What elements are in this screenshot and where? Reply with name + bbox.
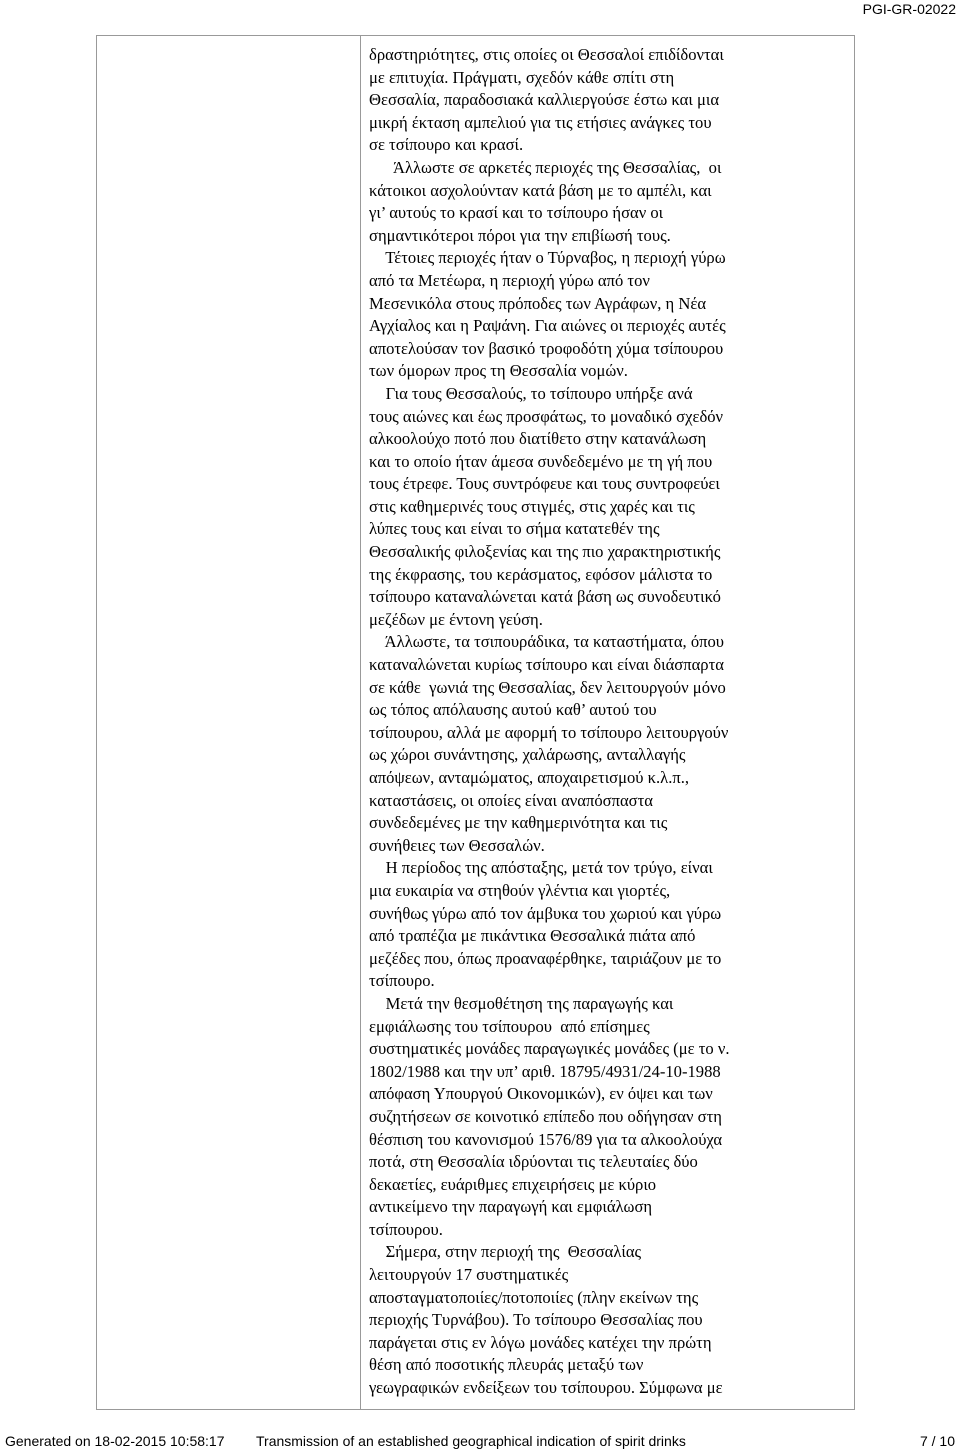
text-line: λύπες τους και είναι το σήμα κατατεθέν της xyxy=(369,519,660,539)
text-line: Η περίοδος της απόσταξης, μετά τον τρύγο, είναι xyxy=(369,858,713,878)
text-line: συστηματικές μονάδες παραγωγικές μονάδες (με το ν. xyxy=(369,1039,730,1059)
text-line: αντικείμενο την παραγωγή και εμφιάλωση xyxy=(369,1197,653,1217)
left-column xyxy=(97,36,361,1409)
text-line: παράγεται στις εν λόγω μονάδες κατέχει την πρώτη xyxy=(369,1332,712,1352)
text-line: μεζέδες που, όπως προαναφέρθηκε, ταιριάζουν με το xyxy=(369,948,722,968)
text-line: καταστάσεις, οι οποίες είναι αναπόσπαστα xyxy=(369,790,653,810)
text-line: σε τσίπουρο και κρασί. xyxy=(369,135,524,155)
text-line: των όμορων προς τη Θεσσαλία νομών. xyxy=(369,361,628,381)
text-line: σε κάθε γωνιά της Θεσσαλίας, δεν λειτουργούν μόνο xyxy=(369,677,726,697)
text-line: απόψεων, ανταμώματος, αποχαιρετισμού κ.λ.π., xyxy=(369,768,690,787)
text-line: κάτοικοι ασχολούνταν κατά βάση με το αμπέλι, και xyxy=(369,180,712,200)
text-line: σημαντικότεροι πόροι για την επιβίωσή τους. xyxy=(369,225,671,245)
text-line: τους έτρεφε. Τους συντρόφευε και τους συντροφεύει xyxy=(369,474,720,494)
text-line: Αγχίαλος και η Ραψάνη. Για αιώνες οι περιοχές αυτές xyxy=(369,316,726,336)
text-line: μικρή έκταση αμπελιού για τις ετήσιες ανάγκες του xyxy=(369,112,712,132)
text-line: συνδεδεμένες με την καθημερινότητα και τις xyxy=(369,813,668,833)
text-line: τους αιώνες και έως προσφάτως, το μοναδικό σχεδόν xyxy=(369,406,724,426)
generated-timestamp: Generated on 18-02-2015 10:58:17 xyxy=(5,1433,225,1449)
text-line: καταναλώνεται κυρίως τσίπουρο και είναι διάσπαρτα xyxy=(369,655,724,675)
text-line: εμφιάλωσης του τσίπουρου από επίσημες xyxy=(369,1016,650,1036)
page-number: 7 / 10 xyxy=(919,1433,955,1449)
text-line: απόφαση Υπουργού Οικονομικών), εν όψει και των xyxy=(369,1084,713,1104)
text-line: αποτελούσαν τον βασικό τροφοδότη χύμα τσίπουρου xyxy=(369,338,724,358)
text-line: τσίπουρου. xyxy=(369,1219,443,1239)
text-line: από τραπέζια με πικάντικα Θεσσαλικά πιάτα από xyxy=(369,926,696,946)
text-line: λειτουργούν 17 συστηματικές xyxy=(369,1265,569,1285)
text-line: Σήμερα, στην περιοχή της Θεσσαλίας xyxy=(369,1242,642,1262)
document-code: PGI-GR-02022 xyxy=(862,1,956,17)
text-line: ως τόπος απόλαυσης αυτού καθ’ αυτού του xyxy=(369,700,657,720)
text-line: ποτά, στη Θεσσαλία ιδρύονται τις τελευταίες δύο xyxy=(369,1152,698,1172)
text-line: Μεσενικόλα στους πρόποδες των Αγράφων, η Νέα xyxy=(369,293,707,313)
text-line: της έκφρασης, του κεράσματος, εφόσον μάλιστα το xyxy=(369,564,713,584)
text-line: Για τους Θεσσαλούς, το τσίπουρο υπήρξε ανά xyxy=(369,383,693,403)
text-line: θέσπιση του κανονισμού 1576/89 για τα αλκοολούχα xyxy=(369,1129,723,1149)
text-line: Θεσσαλία, παραδοσιακά καλλιεργούσε έστω και μια xyxy=(369,90,720,110)
text-line: δραστηριότητες, στις οποίες οι Θεσσαλοί επιδίδονται xyxy=(369,45,724,64)
text-line: συνήθειες των Θεσσαλών. xyxy=(369,835,545,855)
text-line: αλκοολούχο ποτό που διατίθετο στην κατανάλωση xyxy=(369,429,707,449)
text-line: Άλλωστε σε αρκετές περιοχές της Θεσσαλίας, οι xyxy=(369,157,722,177)
text-line: Άλλωστε, τα τσιπουράδικα, τα καταστήματα, όπου xyxy=(369,632,725,652)
text-line: Μετά την θεσμοθέτηση της παραγωγής και xyxy=(369,993,674,1013)
text-line: τσίπουρου, αλλά με αφορμή το τσίπουρο λειτουργούν xyxy=(369,722,729,742)
text-line: και το οποίο ήταν άμεσα συνδεδεμένο με τη γή που xyxy=(369,451,713,471)
text-line: μεζέδων με έντονη γεύση. xyxy=(369,609,543,629)
text-line: δεκαετίες, ευάριθμες επιχειρήσεις με κύριο xyxy=(369,1174,657,1194)
text-line: τσίπουρο καταναλώνεται κατά βάση ως συνοδευτικό xyxy=(369,587,721,607)
text-line: συζητήσεων σε κοινοτικό επίπεδο που οδήγησαν στη xyxy=(369,1106,722,1126)
text-line: αποσταγματοποιίες/ποτοποιίες (πλην εκείνων της xyxy=(369,1287,699,1307)
text-line: από τα Μετέωρα, η περιοχή γύρω από τον xyxy=(369,270,650,290)
text-line: περιοχής Τυρνάβου). Το τσίπουρο Θεσσαλίας που xyxy=(369,1310,703,1330)
text-line: με επιτυχία. Πράγματι, σχεδόν κάθε σπίτι στη xyxy=(369,67,675,87)
text-line: ως χώροι συνάντησης, χαλάρωσης, ανταλλαγής xyxy=(369,745,686,765)
body-text xyxy=(369,44,854,1400)
text-line: γεωγραφικών ενδείξεων του τσίπουρου. Σύμφωνα με xyxy=(369,1378,723,1398)
footer-title: Transmission of an established geographical indication of spirit drinks xyxy=(256,1433,686,1449)
text-line: συνήθως γύρω από τον άμβυκα του χωριού και γύρω xyxy=(369,903,722,923)
text-line: γι’ αυτούς το κρασί και το τσίπουρο ήσαν οι xyxy=(369,203,664,223)
text-line: μια ευκαιρία να στηθούν γλέντια και γιορτές, xyxy=(369,880,671,900)
text-line: Τέτοιες περιοχές ήταν ο Τύρναβος, η περιοχή γύρω xyxy=(369,248,726,268)
text-line: θέση από ποσοτικής πλευράς μεταξύ των xyxy=(369,1355,644,1375)
text-line: στις καθημερινές τους στιγμές, στις χαρές και τις xyxy=(369,496,695,516)
text-line: 1802/1988 και την υπ’ αριθ. 18795/4931/24-10-1988 xyxy=(369,1061,721,1081)
text-line: τσίπουρο. xyxy=(369,971,435,991)
text-line: Θεσσαλικής φιλοξενίας και της πιο χαρακτηριστικής xyxy=(369,542,721,562)
